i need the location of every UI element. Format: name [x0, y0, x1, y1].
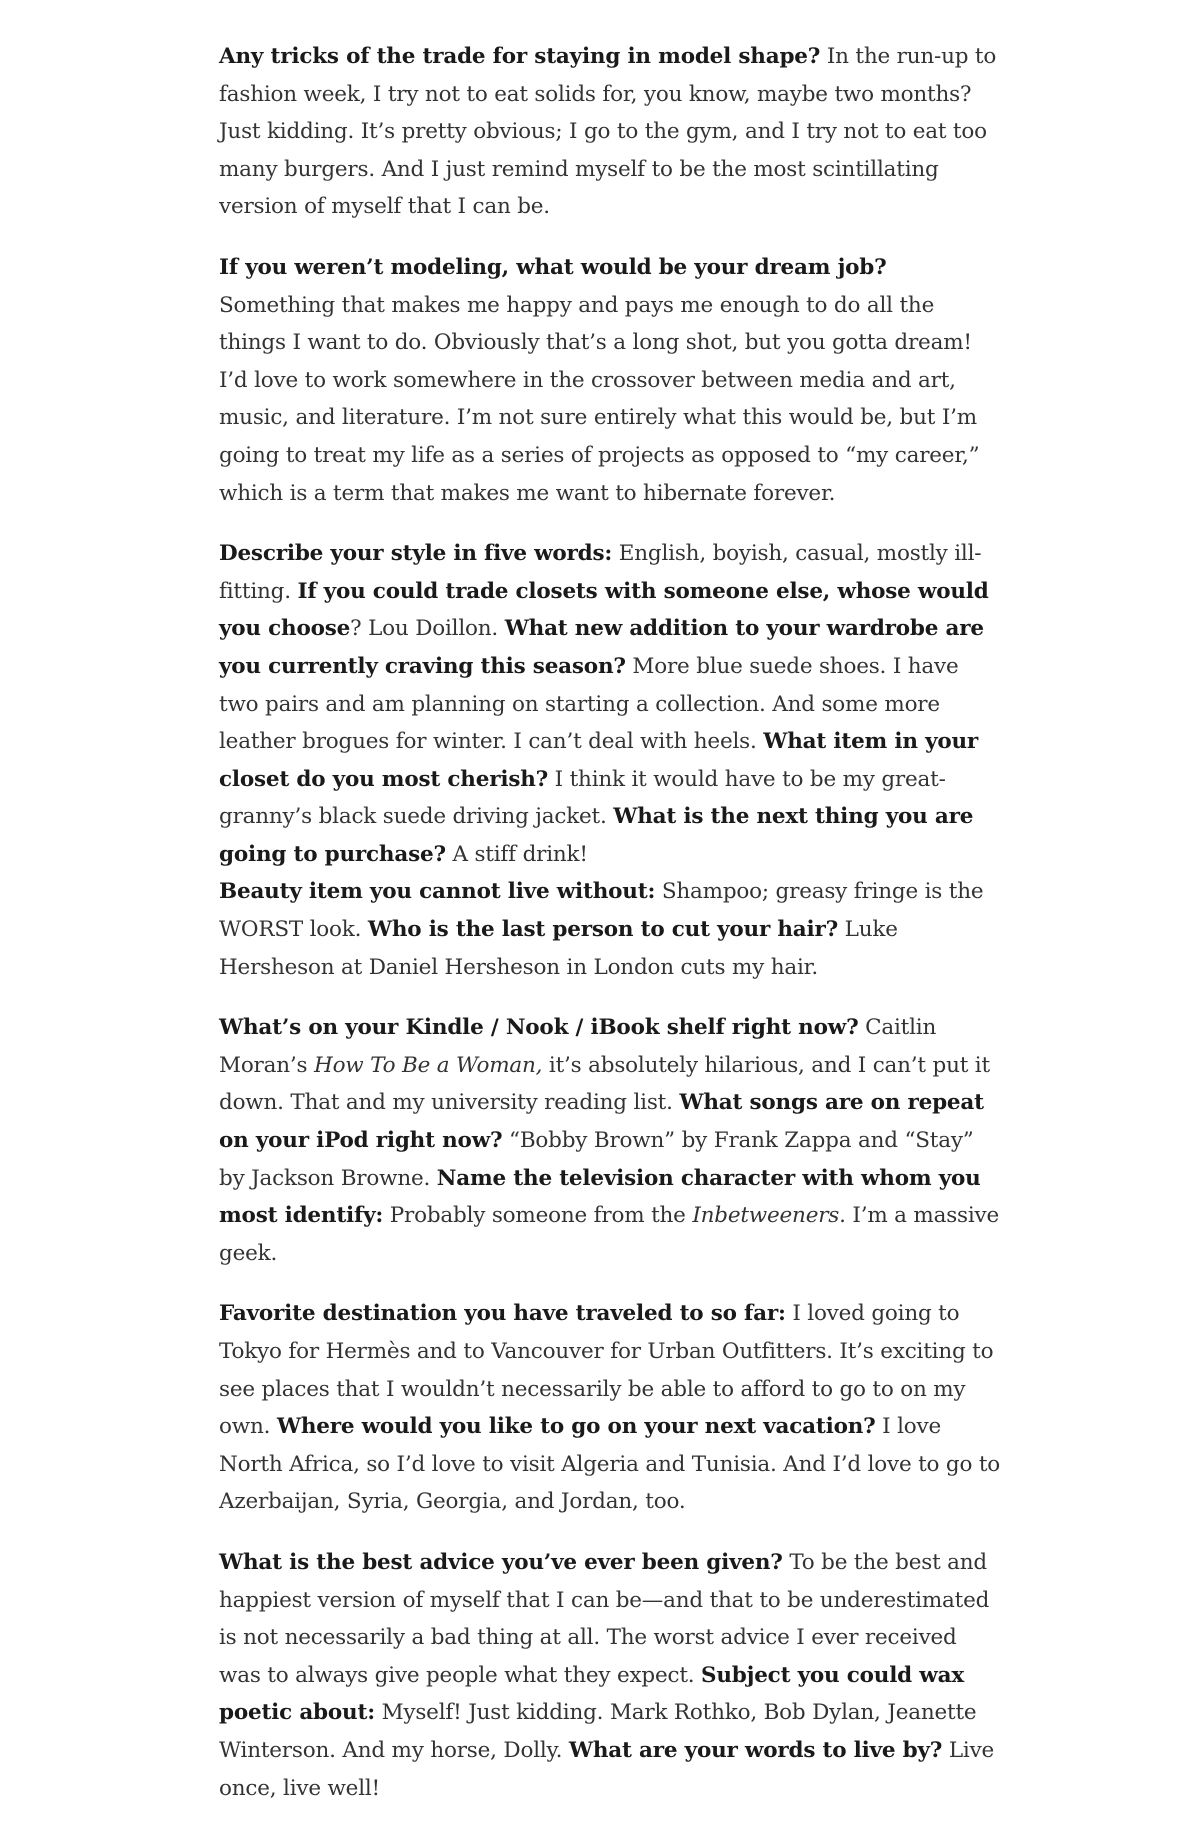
article-body: [219, 38, 1001, 1830]
interview-question: Any tricks of the trade for staying in model shape?: [219, 44, 821, 69]
interview-paragraph: [219, 1544, 1001, 1807]
interview-answer: it’s absolutely hilarious, and I can’t put it down. That and my university reading list.: [219, 1052, 990, 1116]
interview-question: What is the best advice you’ve ever been given?: [219, 1549, 783, 1575]
interview-answer: To be the best and happiest version of myself that I can be—and that to be underestimated is not necessarily a bad thing at all. The worst advice I ever received was to always give people what they expect.: [219, 1549, 990, 1688]
interview-paragraph: [219, 1009, 1001, 1272]
interview-answer: ? Lou Doillon.: [350, 616, 505, 642]
interview-question: Who is the last person to cut your hair?: [367, 917, 839, 943]
interview-question: What are your words to live by?: [568, 1737, 943, 1763]
interview-answer: A stiff drink!: [445, 841, 588, 867]
interview-question: If you could trade closets with someone else, whose would you choose: [219, 578, 989, 642]
interview-answer: “Bobby Brown” by Frank Zappa and “Stay” by Jackson Browne.: [219, 1128, 974, 1191]
interview-paragraph: [219, 249, 1001, 512]
interview-paragraph: [219, 1295, 1001, 1521]
interview-question: If you weren’t modeling, what would be your dream job?: [219, 254, 887, 280]
interview-paragraph: [219, 38, 1001, 226]
interview-question: Beauty item you cannot live without:: [219, 879, 656, 905]
interview-answer: More blue suede shoes. I have two pairs and am planning on starting a collection. And some more leather brogues for winter. I can’t deal with heels.: [219, 653, 959, 755]
emphasized-title: How To Be a Woman,: [314, 1052, 543, 1078]
interview-answer: Something that makes me happy and pays me enough to do all the things I want to do. Obviously that’s a long shot, but you gotta dream! I’d love to work somewhere in the crossover between media and art, music, and literature. I’m not sure entirely what this would be, but I’m going to treat my life as a series of projects as opposed to “my career,” which is a term that makes me want to hibernate forever.: [219, 292, 980, 506]
interview-question: Describe your style in five words:: [219, 541, 613, 567]
interview-question: What’s on your Kindle / Nook / iBook shelf right now?: [219, 1015, 859, 1041]
interview-answer: Probably someone from the: [383, 1203, 693, 1229]
interview-answer: . I’m a massive geek.: [219, 1203, 1000, 1266]
interview-answer: English, boyish, casual, mostly ill-fitting.: [219, 541, 982, 604]
interview-question: Where would you like to go on your next vacation?: [276, 1414, 876, 1440]
interview-paragraph: [219, 873, 1001, 986]
interview-question: Name the television character with whom you most identify:: [219, 1165, 981, 1229]
interview-question: What item in your closet do you most cherish?: [219, 729, 979, 792]
interview-question: What songs are on repeat on your iPod right now?: [219, 1090, 984, 1154]
interview-paragraph: [219, 535, 1001, 873]
interview-answer: In the run-up to fashion week, I try not to eat solids for, you know, maybe two months? Just kidding. It’s pretty obvious; I go to the gym, and I try not to eat too many burgers. And I just remind myself to be the most scintillating version of myself that I can be.: [219, 44, 997, 220]
emphasized-title: Inbetweeners: [692, 1203, 840, 1229]
interview-question: Favorite destination you have traveled to so far:: [219, 1301, 786, 1327]
interview-answer: I loved going to Tokyo for Hermès and to Vancouver for Urban Outfitters. It’s exciting to see places that I wouldn’t necessarily be able to afford to go to on my own.: [219, 1301, 994, 1440]
interview-answer: I think it would have to be my great-granny’s black suede driving jacket.: [219, 766, 946, 830]
interview-answer: I love North Africa, so I’d love to visit Algeria and Tunisia. And I’d love to go to Azerbaijan, Syria, Georgia, and Jordan, too.: [219, 1414, 1001, 1515]
interview-answer: Shampoo; greasy fringe is the WORST look.: [219, 879, 984, 943]
interview-answer: Live once, live well!: [219, 1737, 995, 1801]
interview-answer: Myself! Just kidding. Mark Rothko, Bob Dylan, Jeanette Winterson. And my horse, Dolly.: [219, 1700, 977, 1763]
interview-answer: Caitlin Moran’s: [219, 1015, 937, 1078]
interview-answer: Luke Hersheson at Daniel Hersheson in London cuts my hair.: [219, 917, 898, 980]
interview-question: Subject you could wax poetic about:: [219, 1662, 964, 1726]
interview-question: What is the next thing you are going to purchase?: [219, 804, 974, 867]
interview-question: What new addition to your wardrobe are you currently craving this season?: [219, 616, 984, 679]
